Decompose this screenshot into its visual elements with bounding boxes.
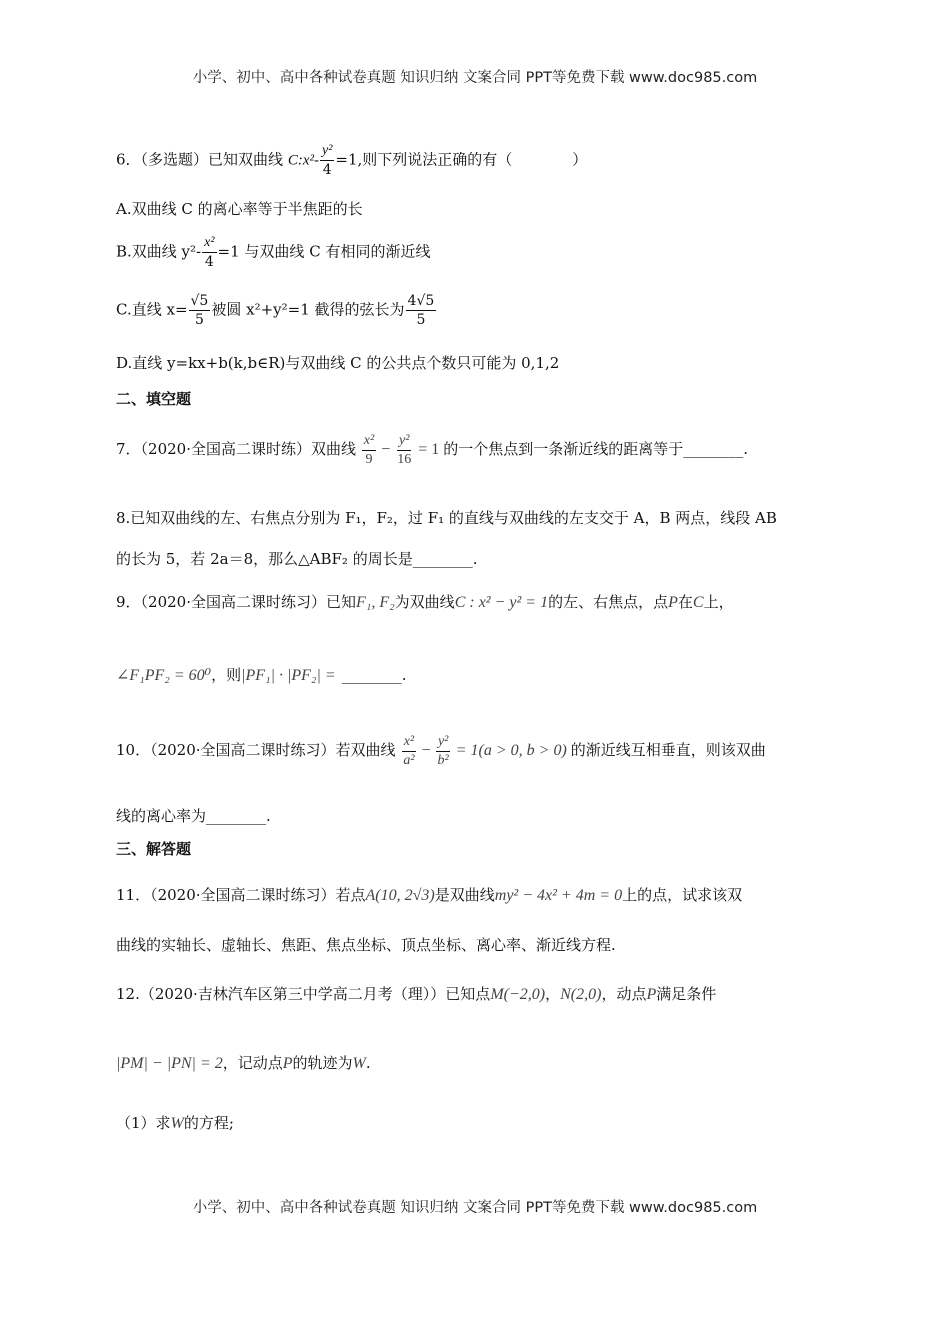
- q12-prefix: 12.（2020·吉林汽车区第三中学高二月考（理））已知点: [116, 985, 491, 1003]
- q10-f1-den: a²: [403, 753, 415, 768]
- q6-fraction: [320, 142, 334, 179]
- q9-angle: ∠F₁PF₂ = 60⁰: [116, 667, 212, 684]
- q7-f1-den: 9: [365, 452, 373, 467]
- q11-curve: my² − 4x² + 4m = 0: [494, 887, 623, 904]
- page-footer: 小学、初中、高中各种试卷真题 知识归纳 文案合同 PPT等免费下载 www.doc985.com: [192, 1200, 758, 1216]
- q10-equation: [400, 734, 570, 768]
- q10-suffix: 的渐近线互相垂直，则该双曲: [570, 741, 766, 760]
- q10-f2-den: b²: [437, 753, 449, 768]
- q12-point-n: N(2,0): [560, 986, 602, 1003]
- q8-line-2: 的长为 5，若 2a＝8，那么△ABF₂ 的周长是________.: [116, 550, 478, 568]
- q11-prefix: 11．（2020·全国高二课时练习）若点: [116, 886, 366, 904]
- q9-mid1: 为双曲线: [394, 593, 455, 611]
- q10-line-2: 线的离心率为________.: [116, 807, 271, 825]
- q12-point-p: P: [646, 986, 657, 1003]
- section-2-title: 二、填空题: [116, 390, 192, 408]
- q12-point-p2: P: [282, 1055, 293, 1072]
- q9-mid2: 的左、右焦点，点: [548, 593, 669, 611]
- q6-optb-suf: =1 与双曲线 C 有相同的渐近线: [217, 242, 431, 261]
- q6-optc-den2: 5: [416, 312, 426, 328]
- q12-mid: ，动点: [601, 985, 647, 1003]
- q6-option-d: D.直线 y=kx+b(k,b∈R)与双曲线 C 的公共点个数只可能为 0,1,2: [116, 354, 560, 372]
- q9-mid5: ，则: [211, 666, 242, 684]
- q12-point-m: M(−2,0): [490, 986, 546, 1003]
- q8-line-1: 8.已知双曲线的左、右焦点分别为 F₁，F₂，过 F₁ 的直线与双曲线的左支交于 A，B 两点，线段 AB: [116, 509, 777, 527]
- question-12: [116, 983, 716, 1004]
- q9-blank: ________.: [341, 666, 407, 684]
- section-3-title: 三、解答题: [116, 840, 192, 858]
- q6-optb-den: 4: [204, 254, 214, 270]
- q12-end: .: [365, 1054, 371, 1072]
- q12-sub1-suf: 的方程;: [183, 1114, 234, 1132]
- q7-f2-num: y²: [397, 432, 411, 451]
- q7-suffix: 的一个焦点到一条渐近线的距离等于________.: [443, 440, 749, 459]
- q6-prefix: 6．（多选题）已知双曲线: [116, 150, 288, 169]
- q6-curve: C:x²-: [287, 152, 319, 169]
- q9-curve: C : x² − y² = 1: [454, 594, 549, 611]
- q9-foci: F₁, F₂: [356, 594, 395, 611]
- q12-sub1-w: W: [170, 1115, 184, 1132]
- q9-mid3: 在: [677, 593, 693, 611]
- q10-minus: −: [421, 742, 431, 760]
- q6-optc-num1: √5: [190, 293, 209, 309]
- q12-sub-1: [116, 1112, 234, 1133]
- q6-option-b: [116, 234, 430, 271]
- q6-optc-fraction2: [406, 292, 437, 329]
- q10-f1-num: x²: [402, 733, 416, 752]
- q12-comma: ，: [545, 985, 561, 1003]
- q9-line-2: [116, 664, 406, 685]
- q6-frac-den: 4: [322, 162, 332, 178]
- q7-minus: −: [381, 441, 391, 459]
- q6-optb-fraction: [202, 234, 216, 271]
- q6-optb-pre: B.双曲线 y²-: [116, 242, 202, 261]
- q12-mid2: ，记动点: [222, 1054, 283, 1072]
- q6-optc-mid: 被圆 x²+y²=1 截得的弦长为: [211, 300, 405, 319]
- q6-frac-num: y²: [320, 142, 334, 161]
- q7-equation: [361, 433, 443, 467]
- q6-option-c: [116, 292, 437, 329]
- page-header: 小学、初中、高中各种试卷真题 知识归纳 文案合同 PPT等免费下载 www.doc985.com: [192, 70, 758, 86]
- question-7: [116, 432, 748, 469]
- q6-suffix: =1,则下列说法正确的有（ ）: [335, 150, 588, 169]
- q9-mid4: 上，: [703, 593, 734, 611]
- q12-suffix: 满足条件: [656, 985, 717, 1003]
- q10-prefix: 10．（2020·全国高二课时练习）若双曲线: [116, 741, 396, 760]
- question-6: [116, 142, 587, 179]
- q10-f2-num: y²: [436, 733, 450, 752]
- q7-f2-den: 16: [397, 452, 412, 467]
- q7-prefix: 7．（2020·全国高二课时练）双曲线: [116, 440, 356, 459]
- q11-mid: 是双曲线: [434, 886, 495, 904]
- q6-optc-den1: 5: [194, 312, 204, 328]
- q9-point-p: P: [668, 594, 678, 611]
- q7-f1-num: x²: [362, 432, 376, 451]
- q6-optb-num: x²: [202, 234, 216, 253]
- q12-sub1-pre: （1）求: [116, 1114, 171, 1132]
- q10-condition: = 1(a > 0, b > 0): [455, 742, 567, 760]
- q6-optc-pre: C.直线 x=: [116, 300, 188, 319]
- question-9: [116, 591, 734, 612]
- q6-optc-num2: 4√5: [407, 293, 435, 309]
- q9-product: |PF₁| · |PF₂| =: [241, 667, 336, 684]
- q11-suffix: 上的点，试求该双: [622, 886, 743, 904]
- q6-optc-fraction1: [189, 292, 211, 329]
- q7-eq: = 1: [418, 441, 440, 459]
- q12-line-2: [116, 1052, 371, 1073]
- q9-curve-c: C: [692, 594, 704, 611]
- question-10: [116, 733, 766, 770]
- q11-point: A(10, 2√3): [365, 887, 435, 904]
- question-11: [116, 884, 742, 905]
- q12-condition: |PM| − |PN| = 2: [116, 1055, 223, 1072]
- q9-prefix: 9．（2020·全国高二课时练习）已知: [116, 593, 356, 611]
- q6-option-a: A.双曲线 C 的离心率等于半焦距的长: [116, 200, 363, 218]
- q12-mid3: 的轨迹为: [292, 1054, 353, 1072]
- q12-locus-w: W: [352, 1055, 366, 1072]
- q11-line-2: 曲线的实轴长、虚轴长、焦距、焦点坐标、顶点坐标、离心率、渐近线方程.: [116, 936, 616, 954]
